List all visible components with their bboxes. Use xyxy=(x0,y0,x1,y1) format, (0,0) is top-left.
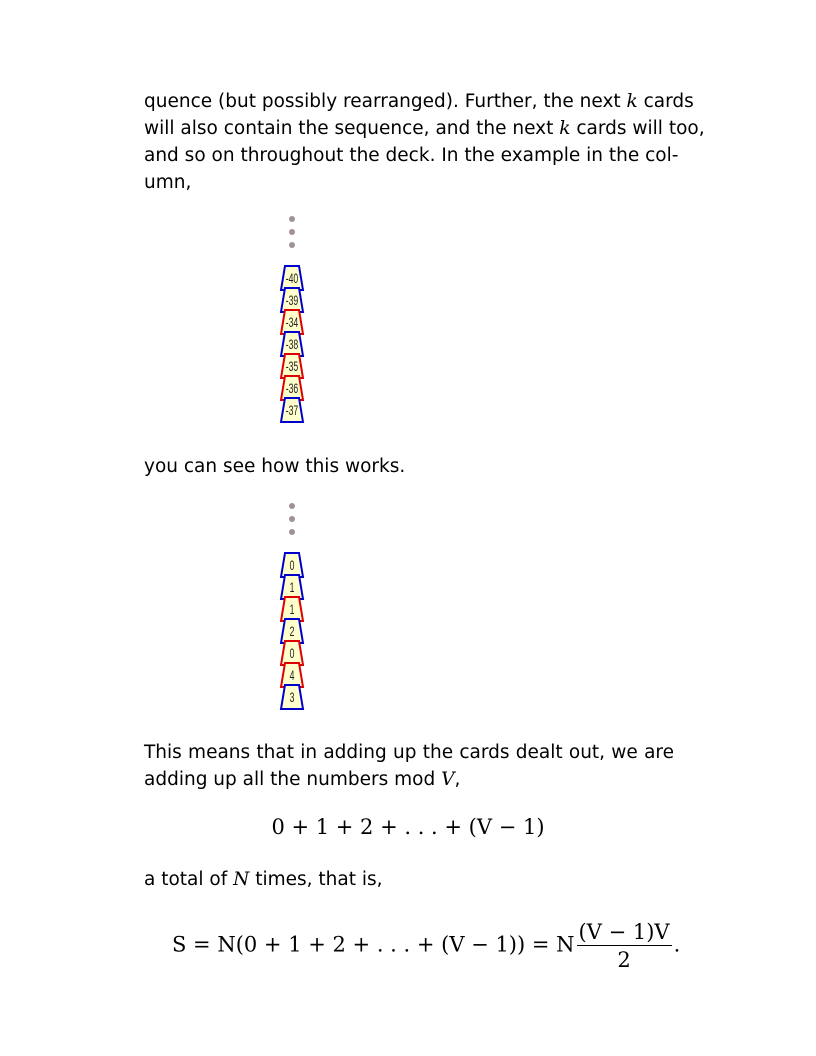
paragraph-example xyxy=(144,453,674,480)
card xyxy=(281,575,303,599)
paragraph-intro xyxy=(144,88,705,196)
card-label: -38 xyxy=(285,336,299,353)
equation-lhs: S = N(0 + 1 + 2 + . . . + (V − 1)) = N xyxy=(172,932,575,957)
card-label: 0 xyxy=(289,645,295,662)
paragraph-sum xyxy=(144,739,674,793)
equation-total xyxy=(172,920,680,972)
card xyxy=(281,354,303,378)
card-label: -39 xyxy=(285,292,299,309)
card-label: 0 xyxy=(289,557,295,574)
card xyxy=(281,288,303,312)
paragraph-total xyxy=(144,866,674,893)
ellipsis-dot xyxy=(289,516,295,522)
ellipsis-dot xyxy=(289,229,295,235)
text-line: you can see how this works. xyxy=(144,456,406,477)
card xyxy=(281,597,303,621)
card-label: 1 xyxy=(289,601,295,618)
card-stack-negative xyxy=(270,208,318,428)
text-line: will also contain the sequence, and the next k cards will too, xyxy=(144,118,705,139)
card-label: 2 xyxy=(289,623,295,640)
card xyxy=(281,310,303,334)
card xyxy=(281,398,303,422)
text-line: and so on throughout the deck. In the example in the col- xyxy=(144,145,679,166)
fraction xyxy=(577,920,672,972)
equation-period: . xyxy=(673,932,681,957)
card-label: -35 xyxy=(285,358,299,375)
card-label: 1 xyxy=(289,579,295,596)
card-label: 4 xyxy=(289,667,295,684)
card-label: -36 xyxy=(285,380,299,397)
text-line: a total of N times, that is, xyxy=(144,869,383,890)
card xyxy=(281,619,303,643)
text-line: This means that in adding up the cards dealt out, we are xyxy=(144,742,674,763)
card xyxy=(281,641,303,665)
ellipsis-dot xyxy=(289,529,295,535)
text-line: quence (but possibly rearranged). Further, the next k cards xyxy=(144,91,694,112)
card-label: -40 xyxy=(285,270,299,287)
card xyxy=(281,332,303,356)
card-label: 3 xyxy=(289,689,295,706)
fraction-numerator: (V − 1)V xyxy=(578,920,670,944)
card xyxy=(281,685,303,709)
card xyxy=(281,266,303,290)
card xyxy=(281,663,303,687)
card-label: -34 xyxy=(285,314,299,331)
ellipsis-dot xyxy=(289,216,295,222)
ellipsis-dot xyxy=(289,242,295,248)
text-line: adding up all the numbers mod V, xyxy=(144,769,461,790)
ellipsis-dot xyxy=(289,503,295,509)
equation-sum-mod: 0 + 1 + 2 + . . . + (V − 1) xyxy=(271,815,545,839)
text-line: umn, xyxy=(144,172,192,193)
card xyxy=(281,376,303,400)
fraction-denominator: 2 xyxy=(617,948,631,972)
card xyxy=(281,553,303,577)
card-label: -37 xyxy=(285,402,299,419)
card-stack-mod xyxy=(270,495,318,715)
